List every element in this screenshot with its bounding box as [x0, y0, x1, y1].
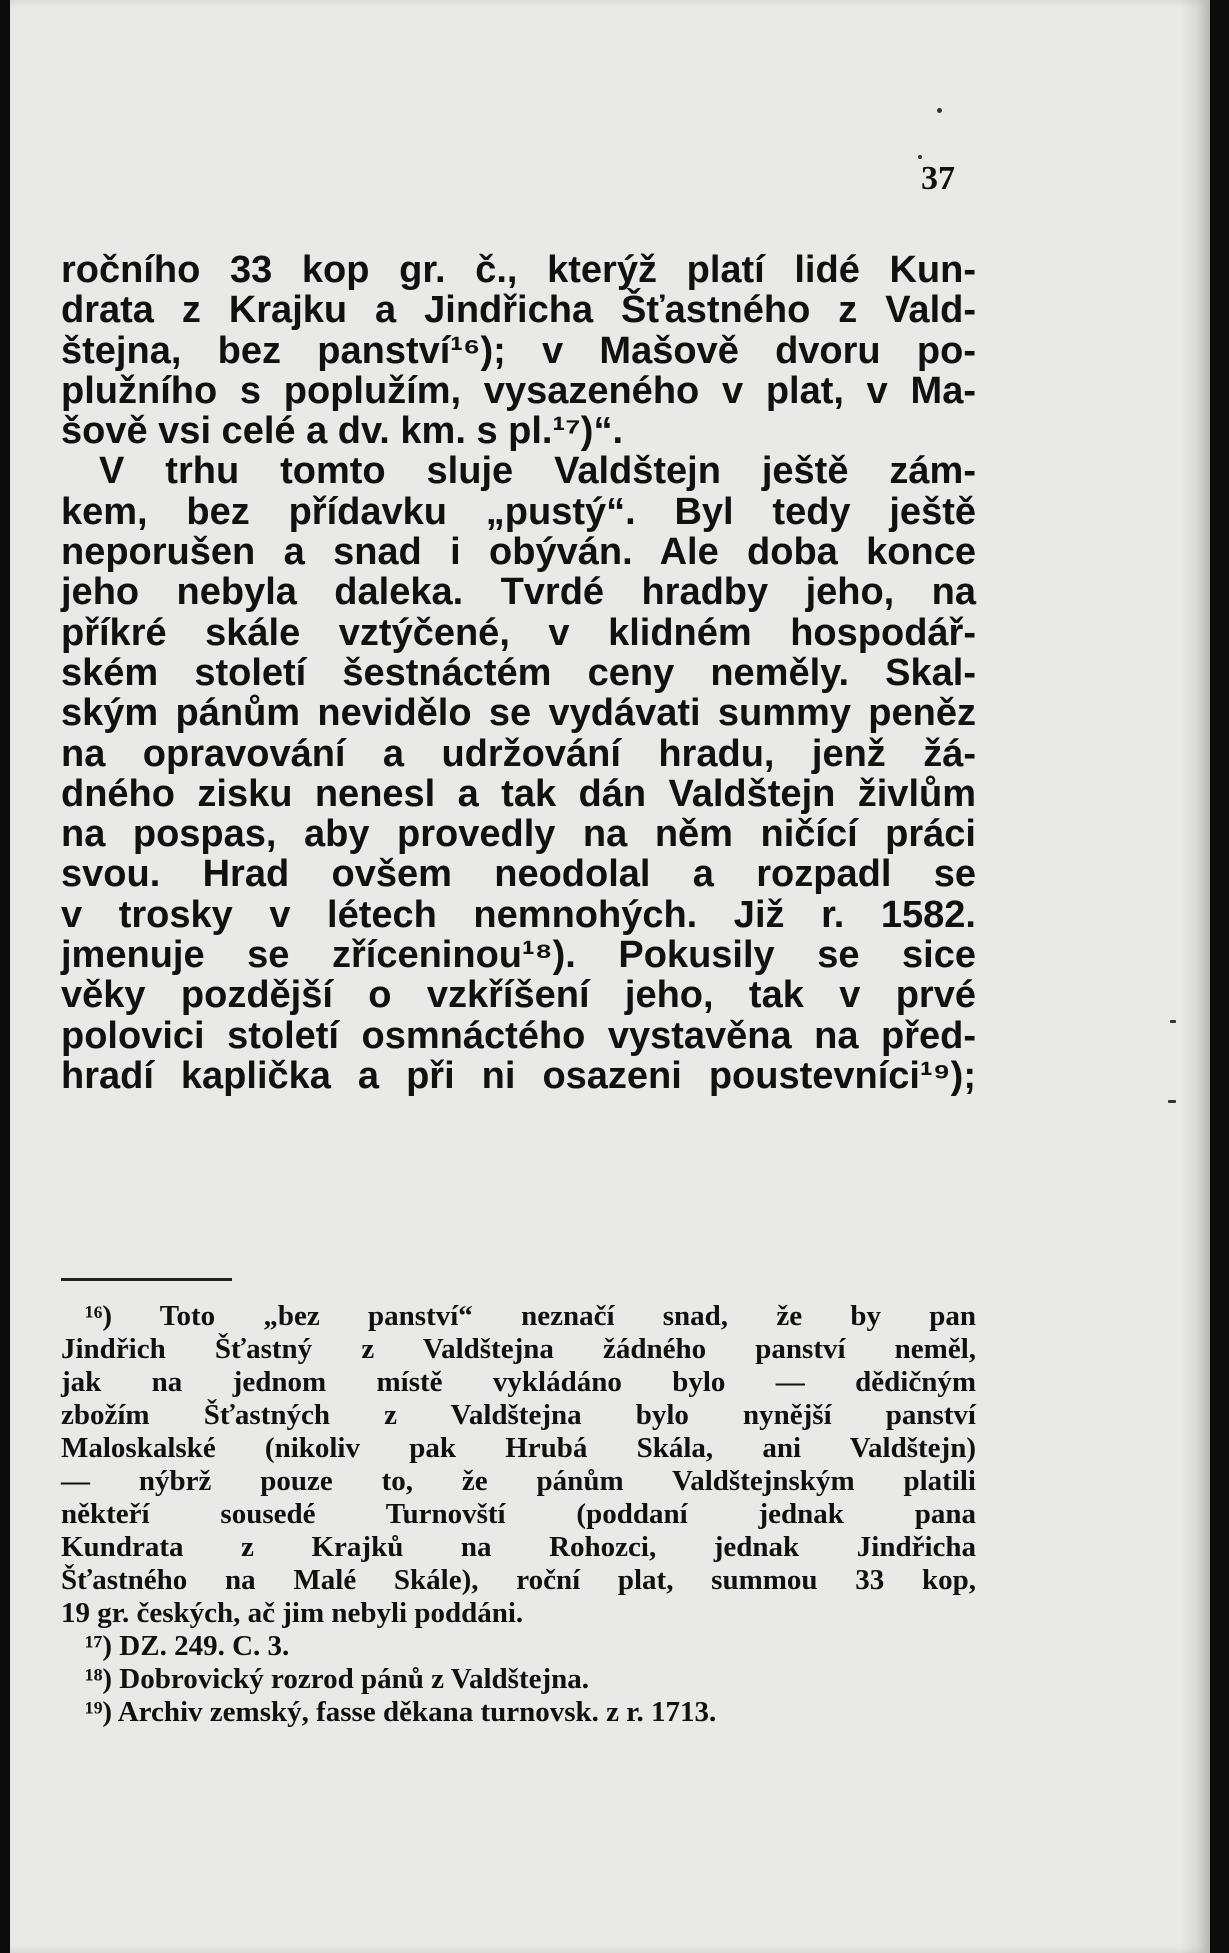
body-line: jeho nebyla daleka. Tvrdé hradby jeho, na — [61, 571, 976, 614]
body-line: plužního s poplužím, vysazeného v plat, v Ma- — [61, 369, 976, 412]
footnote-line: ¹⁸) Dobrovický rozrod pánů z Valdštejna. — [85, 1663, 590, 1695]
body-line: v trosky v létech nemnohých. Již r. 1582. — [61, 893, 976, 936]
body-line: na opravování a udržování hradu, jenž žá- — [61, 732, 976, 775]
footnote-line: Jindřich Šťastný z Valdštejna žádného panství neměl, — [61, 1333, 976, 1365]
body-line: ským pánům nevidělo se vydávati summy peněz — [61, 692, 976, 735]
body-line: věky pozdější o vzkříšení jeho, tak v prvé — [61, 974, 976, 1017]
footnote-line: Šťastného na Malé Skále), roční plat, summou 33 kop, — [61, 1564, 976, 1596]
footnote-line: 19 gr. českých, ač jim nebyli poddáni. — [61, 1597, 524, 1629]
footnote-line: ¹⁹) Archiv zemský, fasse děkana turnovsk. z r. 1713. — [85, 1696, 717, 1728]
footnote-line: Maloskalské (nikoliv pak Hrubá Skála, ani Valdštejn) — [61, 1432, 976, 1464]
body-line: V trhu tomto sluje Valdštejn ještě zám- — [99, 450, 976, 493]
footnote-line: někteří sousedé Turnovští (poddaní jednak pana — [61, 1498, 976, 1530]
body-line: drata z Krajku a Jindřicha Šťastného z Vald- — [61, 289, 976, 332]
body-line: kem, bez přídavku „pustý“. Byl tedy ještě — [61, 490, 976, 533]
body-line: polovici století osmnáctého vystavěna na před- — [61, 1014, 976, 1057]
ink-speck — [937, 108, 942, 113]
footnote-line: jak na jednom místě vykládáno bylo — dědičným — [61, 1366, 976, 1398]
body-line: neporušen a snad i obýván. Ale doba konce — [61, 531, 976, 574]
body-line: štejna, bez panství¹⁶); v Mašově dvoru po- — [61, 329, 976, 372]
body-line: svou. Hrad ovšem neodolal a rozpadl se — [61, 853, 976, 896]
body-line: příkré skále vztýčené, v klidném hospodář- — [61, 611, 976, 654]
footnote-line: ¹⁶) Toto „bez panství“ neznačí snad, že by pan — [85, 1300, 976, 1332]
ink-speck — [918, 155, 922, 159]
body-line: dného zisku nenesl a tak dán Valdštejn živlům — [61, 772, 976, 815]
footnote-line: — nýbrž pouze to, že pánům Valdštejnským platili — [61, 1465, 976, 1497]
body-line: na pospas, aby provedly na něm ničící práci — [61, 813, 976, 856]
footnote-separator — [61, 1278, 232, 1281]
footnote-line: ¹⁷) DZ. 249. C. 3. — [85, 1630, 290, 1662]
body-line: jmenuje se zříceninou¹⁸). Pokusily se sice — [61, 934, 976, 977]
ink-speck — [1168, 1100, 1176, 1103]
footnote-line: zbožím Šťastných z Valdštejna bylo nynější panství — [61, 1399, 976, 1431]
footnotes — [61, 1300, 976, 1729]
page-number: 37 — [921, 160, 955, 197]
body-line: ročního 33 kop gr. č., kterýž platí lidé Kun- — [61, 249, 976, 291]
body-line: hradí kaplička a při ni osazeni poustevníci¹⁹); — [61, 1054, 976, 1097]
body-text — [61, 250, 976, 1096]
ink-speck — [1170, 1020, 1176, 1023]
book-page — [10, 0, 1210, 1953]
footnote-line: Kundrata z Krajků na Rohozci, jednak Jindřicha — [61, 1531, 976, 1563]
body-line: šově vsi celé a dv. km. s pl.¹⁷)“. — [61, 410, 624, 453]
page-edge-shadow — [1180, 0, 1210, 1953]
body-line: ském století šestnáctém ceny neměly. Skal- — [61, 651, 976, 694]
